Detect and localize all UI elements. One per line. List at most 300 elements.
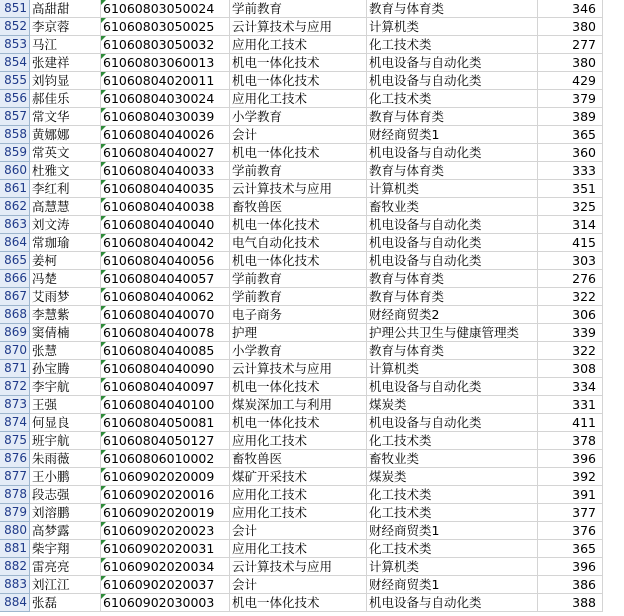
table-row (0, 108, 603, 126)
row-number[interactable] (0, 126, 30, 144)
row-number-text: 883 (4, 577, 27, 591)
cell-major[interactable] (230, 558, 367, 576)
row-number[interactable] (0, 234, 30, 252)
cell-score[interactable] (538, 522, 603, 540)
cell-name[interactable] (30, 576, 101, 594)
cell-name[interactable] (30, 180, 101, 198)
cell-score[interactable] (538, 432, 603, 450)
cell-name[interactable] (30, 540, 101, 558)
cell-category[interactable] (367, 504, 538, 522)
cell-name-text: 高梦露 (32, 523, 70, 538)
error-indicator-icon (101, 162, 106, 167)
cell-score-text: 333 (572, 163, 596, 178)
cell-category-text: 计算机类 (369, 559, 420, 574)
cell-id[interactable] (101, 378, 230, 396)
cell-category[interactable] (367, 324, 538, 342)
cell-id-text: 61060804050127 (103, 433, 215, 448)
cell-id[interactable] (101, 558, 230, 576)
cell-name-text: 刘溶鹏 (32, 505, 70, 520)
cell-name[interactable] (30, 234, 101, 252)
cell-score-text: 351 (572, 181, 596, 196)
cell-category-text: 教育与体育类 (369, 109, 445, 124)
cell-major-text: 云计算技术与应用 (232, 361, 333, 376)
row-number[interactable] (0, 270, 30, 288)
row-number[interactable] (0, 288, 30, 306)
cell-category[interactable] (367, 288, 538, 306)
cell-score[interactable] (538, 54, 603, 72)
cell-id[interactable] (101, 576, 230, 594)
cell-id[interactable] (101, 252, 230, 270)
cell-score[interactable] (538, 234, 603, 252)
cell-score[interactable] (538, 270, 603, 288)
cell-major[interactable] (230, 540, 367, 558)
cell-major[interactable] (230, 378, 367, 396)
row-number[interactable] (0, 450, 30, 468)
cell-score[interactable] (538, 414, 603, 432)
cell-id[interactable] (101, 108, 230, 126)
cell-category[interactable] (367, 108, 538, 126)
cell-name[interactable] (30, 288, 101, 306)
cell-category[interactable] (367, 72, 538, 90)
cell-id[interactable] (101, 468, 230, 486)
row-number[interactable] (0, 576, 30, 594)
cell-score[interactable] (538, 0, 603, 18)
row-number[interactable] (0, 252, 30, 270)
row-number-text: 860 (4, 163, 27, 177)
cell-score[interactable] (538, 216, 603, 234)
cell-category[interactable] (367, 486, 538, 504)
cell-name[interactable] (30, 270, 101, 288)
table-row (0, 576, 603, 594)
cell-major-text: 应用化工技术 (232, 505, 308, 520)
cell-score[interactable] (538, 540, 603, 558)
cell-name-text: 孙宝腾 (32, 361, 70, 376)
cell-id-text: 61060902020031 (103, 541, 215, 556)
cell-name[interactable] (30, 36, 101, 54)
cell-score[interactable] (538, 162, 603, 180)
cell-score[interactable] (538, 144, 603, 162)
cell-category[interactable] (367, 468, 538, 486)
row-number[interactable] (0, 378, 30, 396)
row-number[interactable] (0, 180, 30, 198)
row-number[interactable] (0, 108, 30, 126)
cell-major[interactable] (230, 180, 367, 198)
cell-id-text: 61060806010002 (103, 451, 215, 466)
cell-id-text: 61060804040090 (103, 361, 215, 376)
cell-score[interactable] (538, 36, 603, 54)
cell-id[interactable] (101, 54, 230, 72)
cell-score[interactable] (538, 306, 603, 324)
cell-id[interactable] (101, 396, 230, 414)
cell-score-text: 276 (572, 271, 596, 286)
table-row (0, 342, 603, 360)
row-number-text: 857 (4, 109, 27, 123)
cell-major[interactable] (230, 522, 367, 540)
cell-category-text: 护理公共卫生与健康管理类 (369, 325, 520, 340)
cell-name-text: 张磊 (32, 595, 58, 610)
cell-name[interactable] (30, 468, 101, 486)
cell-name[interactable] (30, 324, 101, 342)
table-row (0, 594, 603, 612)
error-indicator-icon (101, 504, 106, 509)
cell-category[interactable] (367, 558, 538, 576)
error-indicator-icon (101, 144, 106, 149)
cell-category-text: 财经商贸类1 (369, 127, 440, 142)
cell-name[interactable] (30, 198, 101, 216)
table-row (0, 432, 603, 450)
cell-name-text: 何显良 (32, 415, 70, 430)
cell-category[interactable] (367, 90, 538, 108)
cell-category[interactable] (367, 594, 538, 612)
cell-score-text: 380 (572, 55, 596, 70)
table-row (0, 288, 603, 306)
row-number[interactable] (0, 594, 30, 612)
row-number[interactable] (0, 216, 30, 234)
cell-id[interactable] (101, 198, 230, 216)
cell-major-text: 云计算技术与应用 (232, 181, 333, 196)
cell-id-text: 61060804040040 (103, 217, 215, 232)
cell-major[interactable] (230, 342, 367, 360)
error-indicator-icon (101, 378, 106, 383)
row-number[interactable] (0, 54, 30, 72)
cell-score[interactable] (538, 18, 603, 36)
cell-score[interactable] (538, 72, 603, 90)
cell-name-text: 刘钧显 (32, 73, 70, 88)
row-number[interactable] (0, 432, 30, 450)
cell-major-text: 学前教育 (232, 1, 283, 16)
cell-id[interactable] (101, 450, 230, 468)
cell-category[interactable] (367, 306, 538, 324)
cell-major[interactable] (230, 594, 367, 612)
row-number-text: 863 (4, 217, 27, 231)
cell-category[interactable] (367, 18, 538, 36)
cell-name-text: 张建祥 (32, 55, 70, 70)
row-number[interactable] (0, 360, 30, 378)
cell-id[interactable] (101, 504, 230, 522)
cell-score[interactable] (538, 576, 603, 594)
error-indicator-icon (101, 252, 106, 257)
cell-major[interactable] (230, 90, 367, 108)
row-number[interactable] (0, 36, 30, 54)
cell-score[interactable] (538, 198, 603, 216)
cell-name[interactable] (30, 306, 101, 324)
cell-name[interactable] (30, 162, 101, 180)
cell-category-text: 计算机类 (369, 361, 420, 376)
cell-score-text: 391 (572, 487, 596, 502)
cell-name[interactable] (30, 252, 101, 270)
cell-category-text: 煤炭类 (369, 469, 407, 484)
cell-name[interactable] (30, 54, 101, 72)
row-number[interactable] (0, 90, 30, 108)
cell-category[interactable] (367, 162, 538, 180)
cell-category[interactable] (367, 522, 538, 540)
cell-id[interactable] (101, 126, 230, 144)
cell-category[interactable] (367, 540, 538, 558)
cell-score[interactable] (538, 324, 603, 342)
cell-score[interactable] (538, 108, 603, 126)
cell-score[interactable] (538, 558, 603, 576)
cell-score[interactable] (538, 342, 603, 360)
cell-category-text: 机电设备与自动化类 (369, 595, 482, 610)
cell-major-text: 畜牧兽医 (232, 451, 283, 466)
row-number[interactable] (0, 306, 30, 324)
cell-major[interactable] (230, 450, 367, 468)
cell-score[interactable] (538, 288, 603, 306)
cell-score[interactable] (538, 594, 603, 612)
row-number[interactable] (0, 144, 30, 162)
cell-major-text: 学前教育 (232, 289, 283, 304)
cell-major[interactable] (230, 486, 367, 504)
cell-name[interactable] (30, 504, 101, 522)
cell-major[interactable] (230, 360, 367, 378)
row-number[interactable] (0, 198, 30, 216)
cell-major-text: 云计算技术与应用 (232, 559, 333, 574)
row-number-text: 873 (4, 397, 27, 411)
cell-name-text: 高甜甜 (32, 1, 70, 16)
cell-id[interactable] (101, 324, 230, 342)
cell-id[interactable] (101, 414, 230, 432)
cell-major[interactable] (230, 108, 367, 126)
cell-id[interactable] (101, 432, 230, 450)
cell-id[interactable] (101, 0, 230, 18)
cell-score[interactable] (538, 486, 603, 504)
row-number[interactable] (0, 558, 30, 576)
cell-name[interactable] (30, 360, 101, 378)
cell-id[interactable] (101, 360, 230, 378)
cell-id[interactable] (101, 270, 230, 288)
cell-category-text: 畜牧业类 (369, 451, 420, 466)
cell-name-text: 王强 (32, 397, 58, 412)
cell-name[interactable] (30, 216, 101, 234)
cell-category-text: 畜牧业类 (369, 199, 420, 214)
row-number[interactable] (0, 72, 30, 90)
cell-category[interactable] (367, 396, 538, 414)
cell-name[interactable] (30, 450, 101, 468)
row-number[interactable] (0, 414, 30, 432)
row-number[interactable] (0, 504, 30, 522)
cell-major[interactable] (230, 234, 367, 252)
cell-major[interactable] (230, 270, 367, 288)
row-number[interactable] (0, 396, 30, 414)
cell-score-text: 380 (572, 19, 596, 34)
row-number-text: 875 (4, 433, 27, 447)
cell-id[interactable] (101, 594, 230, 612)
cell-id[interactable] (101, 306, 230, 324)
error-indicator-icon (101, 72, 106, 77)
cell-major[interactable] (230, 18, 367, 36)
cell-category-text: 计算机类 (369, 19, 420, 34)
row-number[interactable] (0, 162, 30, 180)
row-number-text: 861 (4, 181, 27, 195)
cell-major[interactable] (230, 432, 367, 450)
cell-name[interactable] (30, 126, 101, 144)
cell-major[interactable] (230, 396, 367, 414)
cell-id-text: 61060804020011 (103, 73, 215, 88)
cell-major[interactable] (230, 324, 367, 342)
cell-score[interactable] (538, 126, 603, 144)
cell-category[interactable] (367, 234, 538, 252)
cell-category[interactable] (367, 252, 538, 270)
cell-score-text: 388 (572, 595, 596, 610)
cell-major[interactable] (230, 252, 367, 270)
cell-major[interactable] (230, 216, 367, 234)
cell-major[interactable] (230, 162, 367, 180)
cell-id-text: 61060902030003 (103, 595, 215, 610)
cell-category-text: 教育与体育类 (369, 271, 445, 286)
cell-score[interactable] (538, 504, 603, 522)
cell-major[interactable] (230, 72, 367, 90)
cell-category[interactable] (367, 432, 538, 450)
error-indicator-icon (101, 270, 106, 275)
row-number-text: 868 (4, 307, 27, 321)
table-row (0, 360, 603, 378)
cell-category[interactable] (367, 378, 538, 396)
cell-category-text: 化工技术类 (369, 37, 432, 52)
cell-id[interactable] (101, 162, 230, 180)
cell-category[interactable] (367, 342, 538, 360)
cell-category[interactable] (367, 36, 538, 54)
table-row (0, 234, 603, 252)
table-row (0, 198, 603, 216)
cell-score-text: 386 (572, 577, 596, 592)
cell-category-text: 机电设备与自动化类 (369, 379, 482, 394)
cell-score-text: 378 (572, 433, 596, 448)
cell-major-text: 机电一体化技术 (232, 55, 320, 70)
row-number-text: 884 (4, 595, 27, 609)
cell-id[interactable] (101, 486, 230, 504)
cell-category-text: 机电设备与自动化类 (369, 217, 482, 232)
cell-category[interactable] (367, 180, 538, 198)
cell-major[interactable] (230, 36, 367, 54)
row-number[interactable] (0, 468, 30, 486)
cell-category[interactable] (367, 126, 538, 144)
cell-major[interactable] (230, 576, 367, 594)
row-number-text: 855 (4, 73, 27, 87)
cell-score[interactable] (538, 450, 603, 468)
cell-name[interactable] (30, 18, 101, 36)
cell-major[interactable] (230, 504, 367, 522)
error-indicator-icon (101, 432, 106, 437)
cell-id[interactable] (101, 234, 230, 252)
cell-name-text: 李慧紫 (32, 307, 70, 322)
cell-id[interactable] (101, 216, 230, 234)
cell-name[interactable] (30, 558, 101, 576)
cell-name[interactable] (30, 396, 101, 414)
cell-score[interactable] (538, 252, 603, 270)
cell-score-text: 331 (572, 397, 596, 412)
cell-score[interactable] (538, 396, 603, 414)
cell-id[interactable] (101, 72, 230, 90)
row-number[interactable] (0, 0, 30, 18)
cell-id[interactable] (101, 144, 230, 162)
row-number[interactable] (0, 486, 30, 504)
cell-category-text: 煤炭类 (369, 397, 407, 412)
cell-name-text: 李京蓉 (32, 19, 70, 34)
cell-score[interactable] (538, 90, 603, 108)
cell-score[interactable] (538, 468, 603, 486)
cell-score[interactable] (538, 378, 603, 396)
cell-category[interactable] (367, 450, 538, 468)
cell-name[interactable] (30, 378, 101, 396)
table-row (0, 504, 603, 522)
cell-name[interactable] (30, 72, 101, 90)
cell-name[interactable] (30, 90, 101, 108)
cell-id[interactable] (101, 18, 230, 36)
cell-id-text: 61060902020019 (103, 505, 215, 520)
cell-category-text: 化工技术类 (369, 505, 432, 520)
cell-id[interactable] (101, 180, 230, 198)
cell-category[interactable] (367, 216, 538, 234)
cell-major[interactable] (230, 54, 367, 72)
cell-name[interactable] (30, 522, 101, 540)
cell-major-text: 机电一体化技术 (232, 253, 320, 268)
cell-category[interactable] (367, 0, 538, 18)
cell-major-text: 应用化工技术 (232, 433, 308, 448)
cell-category[interactable] (367, 144, 538, 162)
cell-name[interactable] (30, 342, 101, 360)
cell-category[interactable] (367, 270, 538, 288)
cell-name[interactable] (30, 432, 101, 450)
row-number[interactable] (0, 540, 30, 558)
cell-name-text: 张慧 (32, 343, 58, 358)
cell-category[interactable] (367, 414, 538, 432)
cell-category[interactable] (367, 360, 538, 378)
cell-major[interactable] (230, 0, 367, 18)
cell-name[interactable] (30, 108, 101, 126)
cell-id[interactable] (101, 342, 230, 360)
cell-major-text: 机电一体化技术 (232, 595, 320, 610)
row-number[interactable] (0, 522, 30, 540)
cell-id[interactable] (101, 540, 230, 558)
cell-score[interactable] (538, 360, 603, 378)
cell-name[interactable] (30, 486, 101, 504)
cell-name[interactable] (30, 0, 101, 18)
error-indicator-icon (101, 540, 106, 545)
row-number-text: 881 (4, 541, 27, 555)
cell-id[interactable] (101, 288, 230, 306)
cell-id-text: 61060804040097 (103, 379, 215, 394)
cell-id[interactable] (101, 36, 230, 54)
error-indicator-icon (101, 180, 106, 185)
cell-major[interactable] (230, 468, 367, 486)
cell-score[interactable] (538, 180, 603, 198)
cell-major[interactable] (230, 198, 367, 216)
cell-category-text: 化工技术类 (369, 487, 432, 502)
cell-id-text: 61060902020037 (103, 577, 215, 592)
cell-name[interactable] (30, 594, 101, 612)
row-number[interactable] (0, 342, 30, 360)
cell-major[interactable] (230, 126, 367, 144)
cell-major[interactable] (230, 414, 367, 432)
cell-major[interactable] (230, 144, 367, 162)
cell-category[interactable] (367, 198, 538, 216)
cell-major-text: 机电一体化技术 (232, 73, 320, 88)
cell-category-text: 教育与体育类 (369, 163, 445, 178)
cell-category[interactable] (367, 54, 538, 72)
cell-id[interactable] (101, 522, 230, 540)
cell-name-text: 王小鹏 (32, 469, 70, 484)
cell-category[interactable] (367, 576, 538, 594)
cell-name[interactable] (30, 414, 101, 432)
cell-id[interactable] (101, 90, 230, 108)
cell-major[interactable] (230, 306, 367, 324)
cell-major[interactable] (230, 288, 367, 306)
cell-major-text: 学前教育 (232, 163, 283, 178)
cell-name[interactable] (30, 144, 101, 162)
cell-major-text: 会计 (232, 523, 258, 538)
row-number[interactable] (0, 324, 30, 342)
row-number[interactable] (0, 18, 30, 36)
